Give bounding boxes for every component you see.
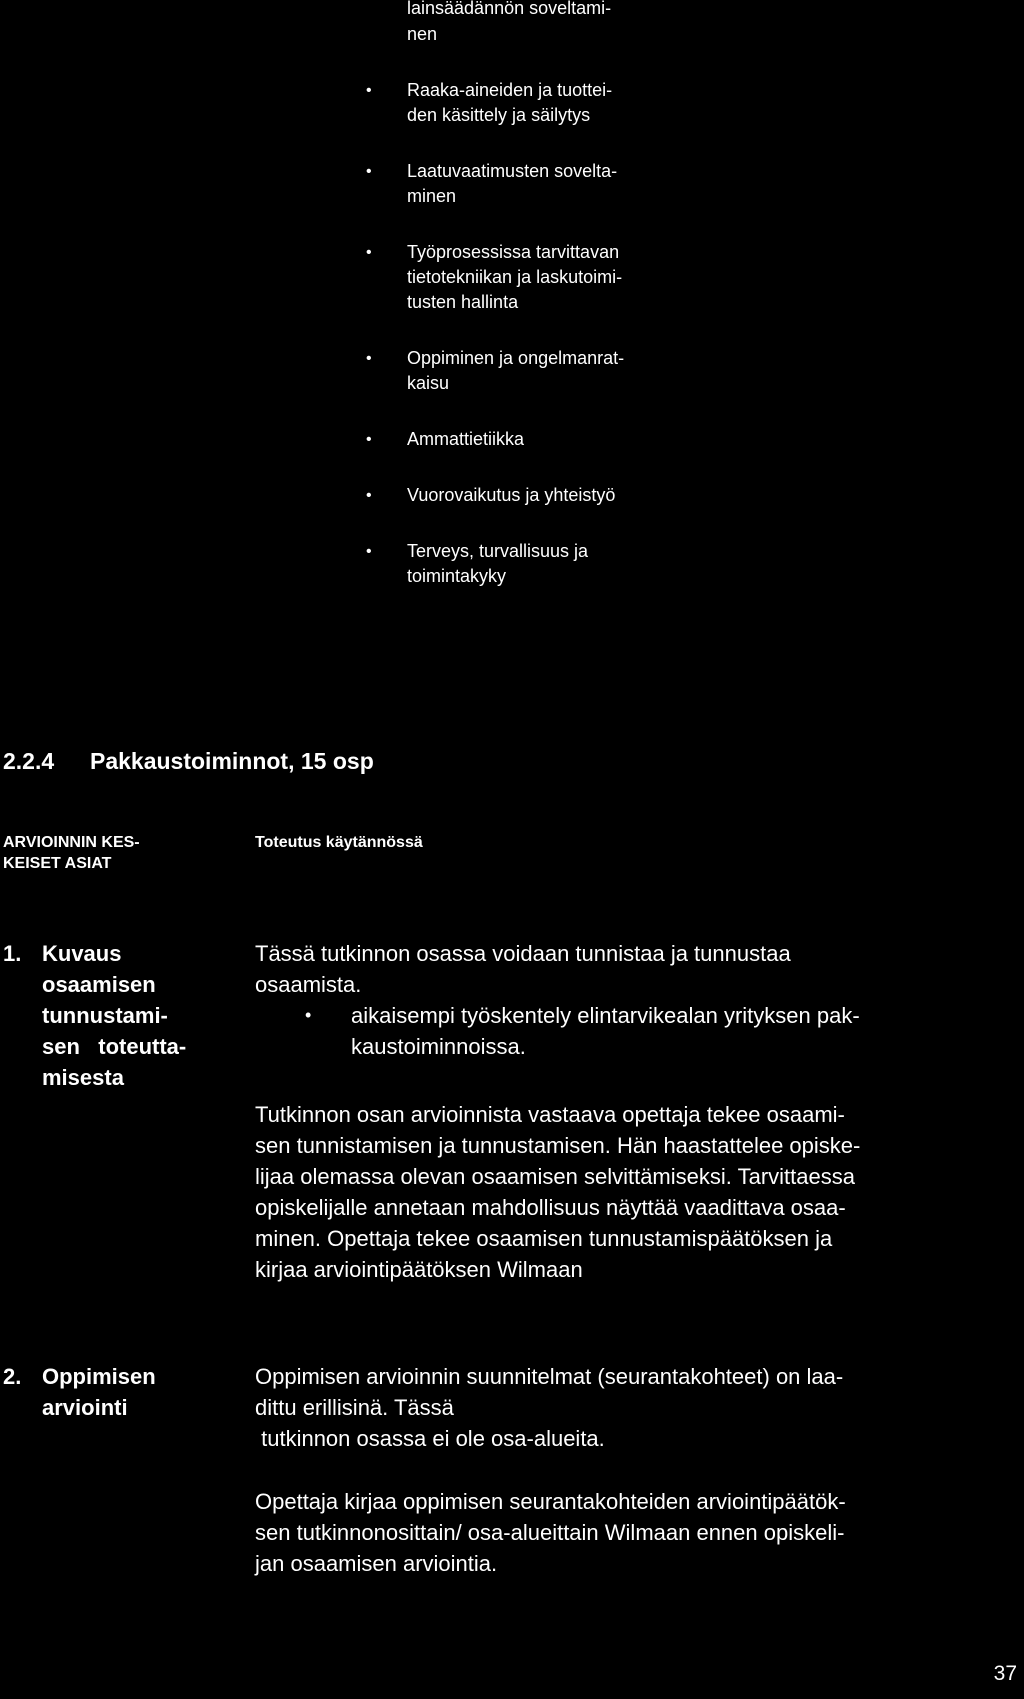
bullet-icon: • bbox=[366, 350, 372, 367]
list-item: • Raaka-aineiden ja tuottei- den käsittely ja säilytys bbox=[366, 80, 613, 125]
body-line: minen. Opettaja tekee osaamisen tunnustamispäätöksen ja bbox=[255, 1226, 833, 1251]
list-item: • Vuorovaikutus ja yhteistyö bbox=[407, 483, 707, 508]
row-number: 1. bbox=[3, 941, 22, 966]
page-number: 37 bbox=[993, 1662, 1017, 1685]
body-line: opiskelijalle annetaan mahdollisuus näyttää vaadittava osaa- bbox=[255, 1195, 846, 1220]
body-line: lijaa olemassa olevan osaamisen selvittämiseksi. Tarvittaessa bbox=[255, 1164, 855, 1189]
column-header-criteria: ARVIOINNIN KES- KEISET ASIAT bbox=[3, 834, 140, 872]
bullet-list bbox=[366, 78, 707, 589]
body-line: osaamista. bbox=[255, 972, 362, 997]
bullet-icon: • bbox=[366, 431, 372, 448]
column-header-implementation: Toteutus käytännössä bbox=[255, 834, 423, 851]
list-item: • Oppiminen ja ongelmanrat- kaisu bbox=[366, 348, 625, 393]
row-body bbox=[255, 1361, 1024, 1579]
competence-list bbox=[366, 0, 707, 589]
document-page: lainsäädännön soveltami- nen • Raaka-aineiden ja tuottei- den käsittely ja säilytys • Laatuvaatimusten sovelta- minen • Työprosessissa tarvittavan tietotekniikan ja laskutoimi- tusten hallinta • Oppiminen ja ongelmanrat- kaisu • Ammattietiikka • Vuorovaikutus ja yhteistyö • Terveys, turvallisuus ja toimintakyky 2.2.4 Pakkaustoiminnot, 15 osp ARVIOINNIN KES- KEISET ASIAT Toteutus käytännössä 1. Kuvaus osaamisen tunnustami- sen toteutta- misesta Tässä tutkinnon osassa voidaan tunnistaa ja tunnustaa osaamista. • aikaisempi työskentely elintarvikealan yrityksen pak- kaustoiminnoissa. Tutkinnon osan arvioinnista vastaava opettaja tekee osaami- sen tunnistamisen ja tunnustamisen. Hän haastattelee opiske- lijaa olemassa olevan osaamisen selvittämiseksi. Tarvittaessa opiskelijalle annetaan mahdollisuus näyttää vaadittava osaa- minen. Opettaja tekee osaamisen tunnustamispäätöksen ja kirjaa arviointipäätöksen Wilmaan 2. Oppimisen arviointi Oppimisen arvioinnin suunnitelmat (seurantakohteet) on laa- dittu erillisinä. Tässä tutkinnon osassa ei ole osa-alueita. Opettaja kirjaa oppimisen seurantakohteiden arviointipäätök- sen tutkinnonosittain/ osa-alueittain Wilmaan ennen opiskeli- jan osaamisen arviointia. 37 bbox=[0, 0, 1024, 1699]
list-continuation-line: nen bbox=[407, 24, 438, 44]
section-heading bbox=[3, 746, 374, 776]
body-line: sen tutkinnonosittain/ osa-alueittain Wilmaan ennen opiskeli- bbox=[255, 1520, 845, 1545]
body-line: tutkinnon osassa ei ole osa-alueita. bbox=[255, 1426, 605, 1451]
bullet-list bbox=[255, 1000, 1024, 1062]
bullet-icon: • bbox=[366, 487, 372, 504]
list-item: • Työprosessissa tarvittavan tietotekniikan ja laskutoimi- tusten hallinta bbox=[366, 242, 623, 312]
body-line: Oppimisen arvioinnin suunnitelmat (seurantakohteet) on laa- bbox=[255, 1364, 844, 1389]
bullet-icon: • bbox=[366, 163, 372, 180]
row-number: 2. bbox=[3, 1364, 22, 1389]
body-line: sen tunnistamisen ja tunnustamisen. Hän haastattelee opiske- bbox=[255, 1133, 861, 1158]
body-line: jan osaamisen arviointia. bbox=[255, 1551, 498, 1576]
list-item: • aikaisempi työskentely elintarvikealan yrityksen pak- kaustoiminnoissa. bbox=[351, 1000, 1024, 1062]
bullet-icon: • bbox=[366, 244, 372, 261]
body-line: kirjaa arviointipäätöksen Wilmaan bbox=[255, 1257, 583, 1282]
list-item: • Terveys, turvallisuus ja toimintakyky bbox=[366, 541, 589, 586]
bullet-icon: • bbox=[366, 543, 372, 560]
body-line: Tutkinnon osan arvioinnista vastaava opettaja tekee osaami- bbox=[255, 1102, 845, 1127]
list-item: • Ammattietiikka bbox=[407, 427, 707, 452]
list-continuation-line: lainsäädännön soveltami- bbox=[407, 0, 612, 18]
row-body bbox=[255, 938, 1024, 1285]
section-title-text: Pakkaustoiminnot, 15 osp bbox=[90, 748, 374, 774]
list-item: • Laatuvaatimusten sovelta- minen bbox=[366, 161, 618, 206]
body-line: dittu erillisinä. Tässä bbox=[255, 1395, 454, 1420]
bullet-icon: • bbox=[305, 1005, 312, 1025]
section-number: 2.2.4 bbox=[3, 748, 55, 774]
body-line: Opettaja kirjaa oppimisen seurantakohteiden arviointipäätök- bbox=[255, 1489, 846, 1514]
body-line: Tässä tutkinnon osassa voidaan tunnistaa ja tunnustaa bbox=[255, 941, 791, 966]
bullet-icon: • bbox=[366, 82, 372, 99]
